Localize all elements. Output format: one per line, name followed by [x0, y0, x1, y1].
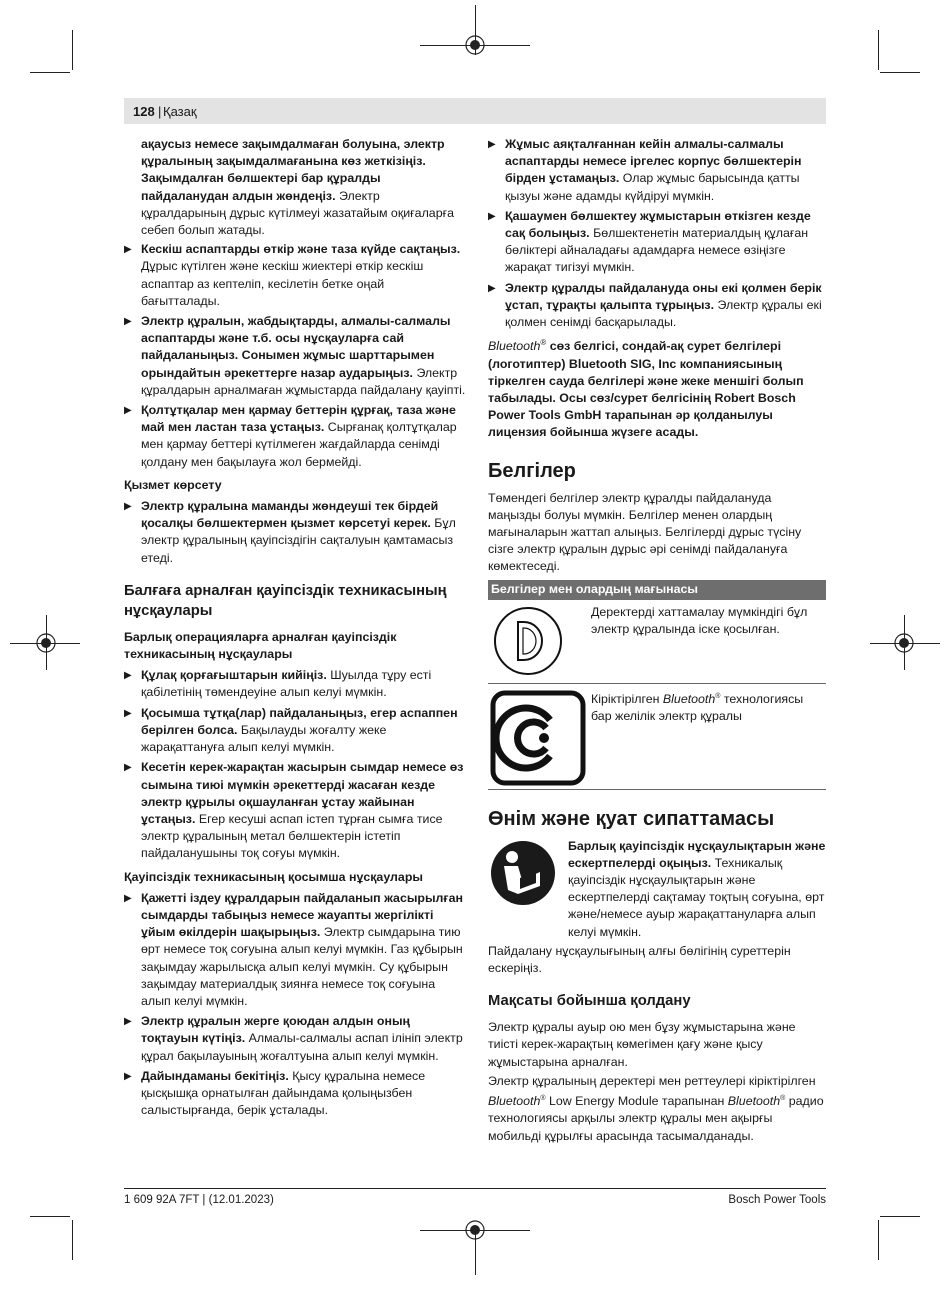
header-language: Қазақ — [163, 104, 197, 119]
paragraph: ақаусыз немесе зақымдалмаған болуына, электр құралының зақымдалмағанына көз жеткізіңіз. Зақымдалған бөлшектері бар құралды пайдаланудан алдын жөндеңіз. Электр құралдарының дұрыс күтілмеуі жазатайым оқиғаларға себеп болып жатады. — [141, 137, 454, 238]
registration-target-icon — [462, 1217, 488, 1243]
triangle-right-icon: ▶ — [124, 1070, 132, 1082]
intended-use-text: Электр құралы ауыр ою мен бұзу жұмыстарына және тиісті керек-жарақтың көмегімен қағу және қысу жұмыстарына арналған. — [488, 1020, 796, 1069]
bluetooth-connectivity-icon — [490, 690, 586, 786]
crop-mark — [880, 1216, 920, 1217]
footer-brand: Bosch Power Tools — [728, 1194, 826, 1206]
footer-rule — [124, 1188, 826, 1189]
crop-mark — [30, 72, 70, 73]
triangle-right-icon: ▶ — [488, 210, 496, 222]
section-heading-intended-use: Мақсаты бойынша қолдану — [488, 993, 691, 1010]
triangle-right-icon: ▶ — [124, 670, 132, 682]
crop-mark — [72, 30, 73, 70]
page-header-bar — [124, 98, 826, 124]
registration-target-icon — [462, 32, 488, 58]
crop-mark — [878, 1220, 879, 1260]
symbols-table-row — [488, 600, 826, 684]
read-manual-warning: Барлық қауіпсіздік нұсқаулықтарын және ескертпелерді оқыңыз. Техникалық қауіпсіздік нұсқаулықтарын және ескертпелерді сақтамау тоқтың соғуына, өрт және/немесе ауыр жарақаттануларға алып келуі мүмкін. — [488, 838, 826, 941]
triangle-right-icon: ▶ — [124, 316, 132, 328]
bullet-item: ▶ Кесетін керек-жарақтан жасырын сымдар немесе өз сымына тиюі мүмкін әрекеттерді жасаған кезде электр құрылы оқшауланған ұстау жайынан ұстаңыз. Егер кесуші аспап істеп тұрған сымға тисе электр құралының метал бөлшектерін істетіп пайдаланушыны тоқ соғуы мүмкін. — [124, 760, 464, 861]
left-column — [124, 136, 466, 1122]
triangle-right-icon: ▶ — [488, 139, 496, 150]
triangle-right-icon: ▶ — [124, 762, 132, 774]
triangle-right-icon: ▶ — [124, 1016, 132, 1028]
bullet-item: ▶ Жұмыс аяқталғаннан кейін алмалы-салмалы аспаптарды немесе іргелес корпус бөлшектерін бірден ұстамаңыз. Олар жұмыс барысында қатты қызуы және адамды күйдіруі мүмкін. — [488, 137, 802, 203]
subheading-extra: Қауіпсіздік техникасының қосымша нұсқаулары — [124, 869, 423, 884]
page-number: 128 — [133, 104, 155, 119]
bullet-item: ▶ Қашаумен бөлшектеу жұмыстарын өткізген кезде сақ болыңыз. Бөлшектенетін материалдың құлаған бөліктері айналадағы адамдарға немесе өзіңізге жарақат тигізуі мүмкін. — [488, 208, 811, 275]
triangle-right-icon: ▶ — [124, 892, 132, 904]
crop-mark — [880, 72, 920, 73]
symbols-table-row — [488, 684, 826, 790]
bullet-item: ▶ Электр құралына маманды жөндеуші тек бірдей қосалқы бөлшектермен қызмет көрсетуі керек. Бұл электр құралының қауіпсіздігін сақталуын қамтамасыз етеді. — [124, 499, 456, 565]
read-manual-icon — [490, 840, 556, 906]
subheading-all-operations: Барлық операцияларға арналған қауіпсіздік техникасының нұсқаулары — [124, 629, 397, 662]
figure-note: Пайдалану нұсқаулығының алғы бөлігінің суреттерін ескеріңіз. — [488, 943, 791, 976]
bluetooth-trademark-notice: Bluetooth® сөз белгісі, сондай-ақ сурет белгілері (логотиптер) Bluetooth SIG, Inc компаниясының тіркелген сауда белгілері және жеке меншігі болып табылады. Осы сөз/сурет белгісінің Robert Bosch Power Tools GmbH тарапынан әр қолданылуы лицензия бойынша жүзеге асады. — [488, 338, 804, 440]
crop-mark — [72, 1220, 73, 1260]
section-heading: Балғаға арналған қауіпсіздік техникасының нұсқаулары — [124, 582, 447, 619]
bullet-item: ▶ Электр құралды пайдалануда оны екі қолмен берік ұстап, тұрақты қалыпта тұрыңыз. Электр құралы екі қолмен сенімді басқарылады. — [488, 280, 822, 330]
section-heading-product: Өнім және қуат сипаттамасы — [488, 807, 775, 830]
subheading-service: Қызмет көрсету — [124, 477, 222, 492]
bullet-item: ▶ Кескіш аспаптарды өткір және таза күйде сақтаңыз. Дұрыс күтілген және кескіш жиектері өткір кескіш аспаптар аз кептеліп, кесілетін бетке оңай бағытталады. — [124, 242, 461, 308]
symbols-table-header: Белгілер мен олардың мағынасы — [488, 580, 826, 600]
section-heading-symbols: Белгілер — [488, 459, 576, 482]
triangle-right-icon: ▶ — [124, 501, 132, 513]
crop-mark — [30, 1216, 70, 1217]
triangle-right-icon: ▶ — [124, 405, 132, 417]
bullet-item: ▶ Құлақ қорғағыштарын кийіңіз. Шуылда тұру есті қабілетінің төмендеуіне алып келуі мүмкін. — [124, 668, 432, 700]
header-separator: | — [158, 104, 162, 119]
triangle-right-icon: ▶ — [124, 707, 132, 719]
bluetooth-data-text: Электр құралының деректері мен реттеулері кіріктірілген Bluetooth® Low Energy Module тарапынан Bluetooth® радио технологиясы арқылы электр құралы мен ақырғы мобильді құрылғы арасында тасымалданады. — [488, 1073, 824, 1143]
bullet-item: ▶ Қажетті іздеу құралдарын пайдаланып жасырылған сымдарды табыңыз немесе жауапты жергілікті ұйым өкілдерін шақырыңыз. Электр сымдарына тию өрт немесе тоқ соғуына алып келуі мүмкін. Газ құбырын зақымдау жарылысқа алып келуі мүмкін. Су құбырын зақымдау материалдық зиянға немесе тоқ соғуына алып келуі мүмкін. — [124, 890, 463, 1008]
bullet-item: ▶ Электр құралын жерге қоюдан алдын оның тоқтауын күтіңіз. Алмалы-салмалы аспап ілініп электр құрал бақылауының жоғалтуына алып келуі мүмкін. — [124, 1014, 463, 1063]
registration-target-icon — [33, 630, 59, 656]
right-column — [488, 136, 826, 1147]
bullet-item: ▶ Дайындаманы бекітіңіз. Қысу құралына немесе қысқышқа орнатылған дайындама қолыңызбен салыстырғанда, берік ұсталады. — [124, 1068, 426, 1118]
symbol-description: Кіріктірілген Bluetooth® технологиясы бар желілік электр құралы — [591, 691, 804, 723]
symbols-intro: Төмендегі белгілер электр құралды пайдалануда маңызды болуы мүмкін. Белгілер менен олардың мағыналарын жаттап алыңыз. Белгілерді дұрыс түсіну сізге электр құралын дұрыс әрі сенімді пайдалануға көмектеседі. — [488, 490, 802, 574]
triangle-right-icon: ▶ — [488, 282, 496, 294]
crop-mark — [878, 30, 879, 70]
symbol-description: Деректерді хаттамалау мүмкіндігі бұл электр құралында іске қосылған. — [591, 604, 808, 636]
registration-target-icon — [891, 630, 917, 656]
data-logging-icon — [492, 605, 564, 677]
footer-doc-code: 1 609 92A 7FT | (12.01.2023) — [124, 1194, 274, 1206]
bullet-item: ▶ Электр құралын, жабдықтарды, алмалы-салмалы аспаптарды және т.б. осы нұсқауларға сай пайдаланыңыз. Сонымен жұмыс шарттарымен орындайтын әрекеттерге назар аударыңыз. Электр құралдарын арналмаған жұмыстарда пайдалану қауіпті. — [124, 314, 466, 397]
bullet-item: ▶ Қосымша тұтқа(лар) пайдаланыңыз, егер аспаппен берілген болса. Бақылауды жоғалту жеке жарақаттануға алып келуі мүмкін. — [124, 705, 458, 755]
bullet-item: ▶ Қолтұтқалар мен қармау беттерін құрғақ, таза және май мен ластан таза ұстаңыз. Сырғанақ қолтұтқалар мен қармау беттері күтілмеген жағдайларда сенімді қолдану мен бақылауға жол бермейді. — [124, 403, 457, 469]
triangle-right-icon: ▶ — [124, 244, 132, 256]
